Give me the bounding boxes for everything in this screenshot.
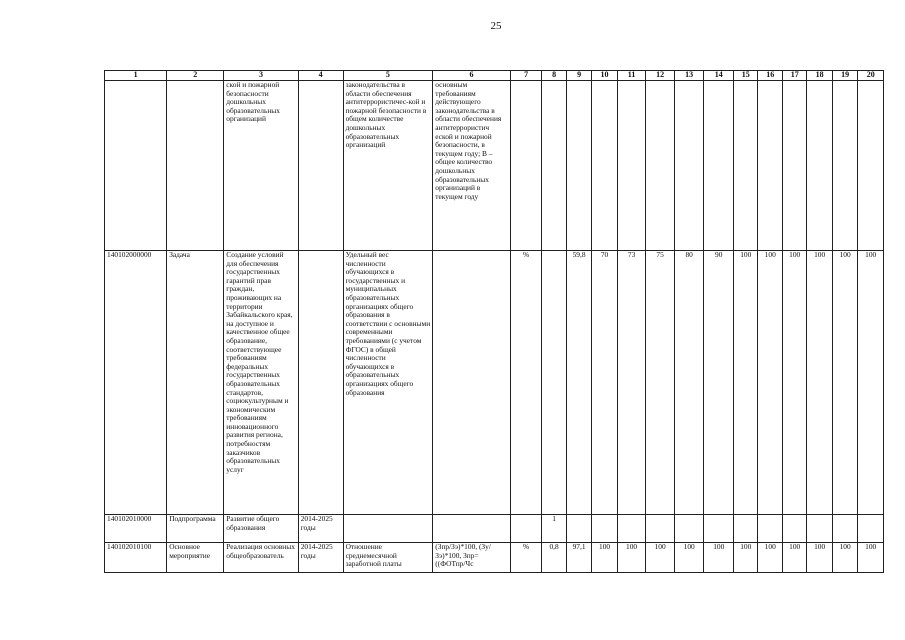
row-value — [566, 81, 591, 251]
table-row — [105, 81, 884, 251]
row-value: 59,8 — [566, 251, 591, 515]
row-value: 100 — [782, 251, 806, 515]
column-header: 15 — [734, 71, 758, 81]
row-formula — [433, 515, 510, 543]
row-value — [646, 81, 675, 251]
row-type: Задача — [167, 251, 224, 515]
row-formula: основным требованиям действующего законодательства в области обеспечения антитеррористич еской и пожарной безопасности, в текущем году; В – общее количество дошкольных образовательных организаций в текущем году — [433, 81, 510, 251]
row-value: 0,8 — [542, 543, 566, 573]
row-value: 100 — [734, 543, 758, 573]
row-value — [646, 515, 675, 543]
column-header: 2 — [167, 71, 224, 81]
row-unit — [510, 515, 542, 543]
row-period: 2014-2025 годы — [298, 543, 343, 573]
column-header: 18 — [807, 71, 832, 81]
row-value: 100 — [758, 543, 782, 573]
row-formula — [433, 251, 510, 515]
row-value — [807, 515, 832, 543]
row-value — [617, 515, 646, 543]
column-header: 8 — [542, 71, 566, 81]
row-value: 100 — [646, 543, 675, 573]
column-header: 13 — [674, 71, 704, 81]
row-value — [704, 81, 734, 251]
row-value — [617, 81, 646, 251]
row-value: 100 — [674, 543, 704, 573]
column-header: 20 — [858, 71, 884, 81]
row-value: 100 — [858, 251, 884, 515]
row-value: 75 — [646, 251, 675, 515]
row-indicator: Удельный вес численности обучающихся в государственных и муниципальных образовательных организациях общего образования в соответствии с основными современными требованиями (с учетом ФГОС) в общей численности обучающихся в образовательных организациях общего образования — [343, 251, 433, 515]
row-type — [167, 81, 224, 251]
row-value — [758, 81, 782, 251]
row-value: 100 — [807, 251, 832, 515]
table-row — [105, 251, 884, 515]
indicator-table — [104, 70, 884, 573]
row-value — [734, 515, 758, 543]
column-header: 11 — [617, 71, 646, 81]
row-code: 140102000000 — [105, 251, 167, 515]
row-value: 100 — [832, 543, 857, 573]
row-value: 100 — [858, 543, 884, 573]
row-value — [858, 515, 884, 543]
row-unit — [510, 81, 542, 251]
row-value — [832, 81, 857, 251]
row-value — [592, 515, 617, 543]
row-value — [734, 81, 758, 251]
row-value: 100 — [734, 251, 758, 515]
row-value — [674, 515, 704, 543]
row-value — [758, 515, 782, 543]
row-indicator: Отношение среднемесячной заработной платы — [343, 543, 433, 573]
column-header: 16 — [758, 71, 782, 81]
row-value — [566, 515, 591, 543]
page-number: 25 — [490, 20, 502, 32]
row-period: 2014-2025 годы — [298, 515, 343, 543]
column-header: 9 — [566, 71, 591, 81]
column-header: 12 — [646, 71, 675, 81]
table-row — [105, 515, 884, 543]
row-value — [674, 81, 704, 251]
column-header: 1 — [105, 71, 167, 81]
column-header: 10 — [592, 71, 617, 81]
row-code: 140102010000 — [105, 515, 167, 543]
row-value: 70 — [592, 251, 617, 515]
row-value: 100 — [758, 251, 782, 515]
column-header: 17 — [782, 71, 806, 81]
row-unit: % — [510, 251, 542, 515]
header-row — [105, 71, 884, 81]
row-value — [782, 81, 806, 251]
column-header: 3 — [224, 71, 298, 81]
column-header: 14 — [704, 71, 734, 81]
row-value: 97,1 — [566, 543, 591, 573]
row-value: 1 — [542, 515, 566, 543]
column-header: 7 — [510, 71, 542, 81]
row-formula: (Зпр/Зэ)*100, (Зу/Зэ)*100, Зпр=((ФОТпр/Чс — [433, 543, 510, 573]
row-unit: % — [510, 543, 542, 573]
row-value — [542, 251, 566, 515]
column-header: 4 — [298, 71, 343, 81]
row-value: 100 — [832, 251, 857, 515]
row-value — [542, 81, 566, 251]
row-value: 90 — [704, 251, 734, 515]
row-value: 73 — [617, 251, 646, 515]
row-value — [592, 81, 617, 251]
row-period — [298, 81, 343, 251]
row-value: 80 — [674, 251, 704, 515]
row-indicator: законодательства в области обеспечения антитеррористичес-кой и пожарной безопасности в общем количестве дошкольных образовательных организаций — [343, 81, 433, 251]
table-row — [105, 543, 884, 573]
row-code: 140102010100 — [105, 543, 167, 573]
column-header: 5 — [343, 71, 433, 81]
row-value — [832, 515, 857, 543]
row-name: Развитие общего образования — [224, 515, 298, 543]
row-value — [704, 515, 734, 543]
row-type: Основное мероприятие — [167, 543, 224, 573]
row-value — [858, 81, 884, 251]
column-header: 19 — [832, 71, 857, 81]
row-value — [807, 81, 832, 251]
row-type: Подпрограмма — [167, 515, 224, 543]
row-value: 100 — [592, 543, 617, 573]
row-indicator — [343, 515, 433, 543]
row-name: Создание условий для обеспечения государственных гарантий прав граждан, проживающих на территории Забайкальского края, на доступное и качественное общее образование, соответствующее требованиям федеральных государственных образовательных стандартов, социокультурным и экономическим требованиям инновационного развития региона, потребностям заказчиков образовательных услуг — [224, 251, 298, 515]
row-value: 100 — [617, 543, 646, 573]
row-value — [782, 515, 806, 543]
row-value: 100 — [782, 543, 806, 573]
row-name: ской и пожарной безопасности дошкольных образовательных организаций — [224, 81, 298, 251]
row-period — [298, 251, 343, 515]
row-value: 100 — [704, 543, 734, 573]
row-name: Реализация основных общеобразователь — [224, 543, 298, 573]
row-code — [105, 81, 167, 251]
row-value: 100 — [807, 543, 832, 573]
column-header: 6 — [433, 71, 510, 81]
